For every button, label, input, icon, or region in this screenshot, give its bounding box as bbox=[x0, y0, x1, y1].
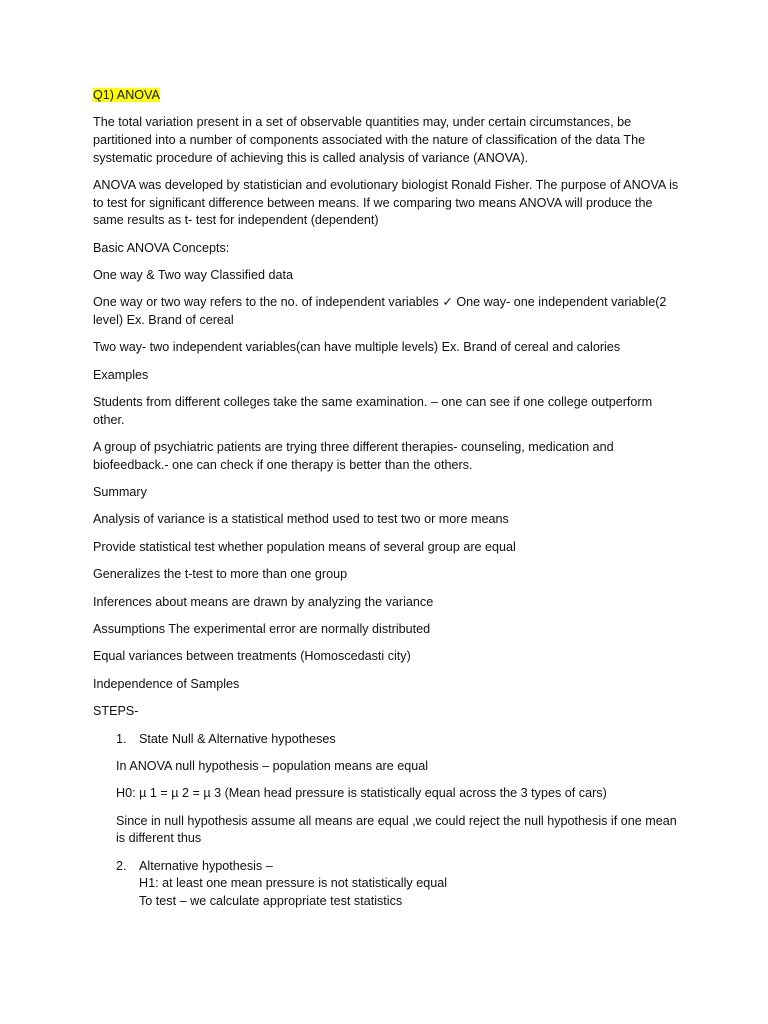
summary-heading: Summary bbox=[93, 485, 147, 500]
concepts-heading: Basic ANOVA Concepts: bbox=[93, 240, 230, 255]
example-colleges: Students from different colleges take the same examination. – one can see if one college outperform other. bbox=[93, 395, 653, 427]
assumption-line: Equal variances between treatments (Homoscedasti city) bbox=[93, 649, 411, 664]
h1-line: H1: at least one mean pressure is not statistically equal bbox=[139, 876, 448, 891]
summary-line: Generalizes the t-test to more than one group bbox=[93, 567, 348, 582]
step-text: State Null & Alternative hypotheses bbox=[139, 731, 336, 746]
classified-data-line: One way & Two way Classified data bbox=[93, 267, 293, 282]
document-content bbox=[93, 87, 683, 920]
test-statistic-line: To test – we calculate appropriate test statistics bbox=[139, 893, 403, 908]
highlighted-heading: Q1) ANOVA bbox=[93, 88, 160, 102]
section-heading bbox=[93, 87, 683, 105]
null-hypothesis-line: In ANOVA null hypothesis – population means are equal bbox=[116, 758, 429, 773]
summary-line: Inferences about means are drawn by analyzing the variance bbox=[93, 594, 434, 609]
summary-line: Provide statistical test whether population means of several group are equal bbox=[93, 539, 516, 554]
examples-heading: Examples bbox=[93, 367, 149, 382]
step-number: 1. bbox=[116, 731, 127, 746]
two-way-paragraph: Two way- two independent variables(can have multiple levels) Ex. Brand of cereal and calories bbox=[93, 340, 621, 355]
assumption-line: Independence of Samples bbox=[93, 676, 240, 691]
step-number: 2. bbox=[116, 858, 127, 873]
intro-paragraph: The total variation present in a set of observable quantities may, under certain circumstances, be partitioned into a number of components associated with the nature of classification of the data The systematic procedure of achieving this is called analysis of variance (ANOVA). bbox=[93, 115, 646, 165]
step-list-item bbox=[116, 731, 683, 749]
step-text: Alternative hypothesis – bbox=[139, 858, 273, 873]
one-way-paragraph: One way or two way refers to the no. of independent variables ✓ One way- one independent variable(2 level) Ex. Brand of cereal bbox=[93, 295, 667, 327]
rejection-line: Since in null hypothesis assume all means are equal ,we could reject the null hypothesis if one mean is different thus bbox=[116, 813, 677, 846]
steps-heading: STEPS- bbox=[93, 704, 139, 719]
step-list-item bbox=[116, 858, 683, 911]
step-body bbox=[139, 858, 683, 911]
assumption-line: Assumptions The experimental error are normally distributed bbox=[93, 622, 431, 637]
example-therapies: A group of psychiatric patients are trying three different therapies- counseling, medication and biofeedback.- one can check if one therapy is better than the others. bbox=[93, 440, 614, 472]
fisher-paragraph: ANOVA was developed by statistician and evolutionary biologist Ronald Fisher. The purpose of ANOVA is to test for significant difference between means. If we comparing two means ANOVA will produce the same results as t- test for independent (dependent) bbox=[93, 177, 679, 228]
h0-equation-line: H0: µ 1 = µ 2 = µ 3 (Mean head pressure is statistically equal across the 3 types of cars) bbox=[116, 786, 607, 801]
summary-line: Analysis of variance is a statistical method used to test two or more means bbox=[93, 512, 509, 527]
